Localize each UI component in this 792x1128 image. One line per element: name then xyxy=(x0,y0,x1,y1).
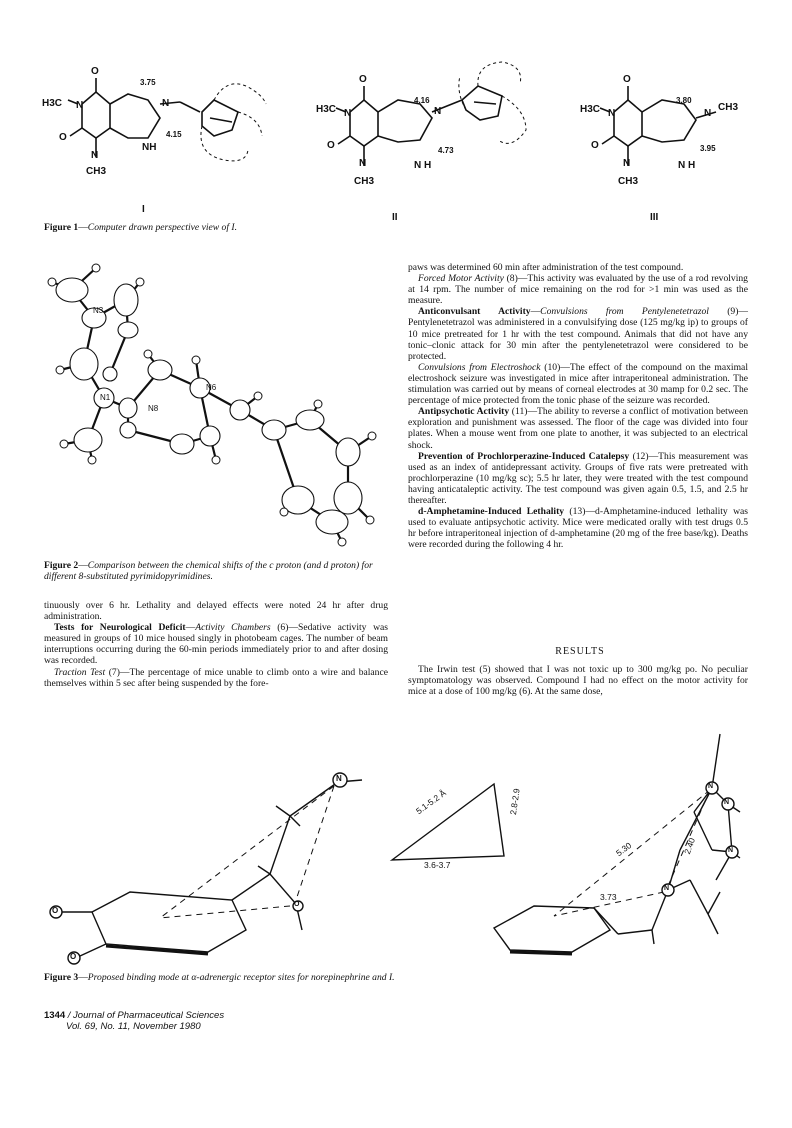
structure-iii-label: III xyxy=(650,212,659,223)
figure-3-caption-prefix: Figure 3 xyxy=(44,972,79,983)
left-continuation-paragraph: tinuously over 6 hr. Lethality and delayed effects were noted 24 hr after drug administration. xyxy=(44,600,388,623)
figure-1-caption: Figure 1—Computer drawn perspective view of I. xyxy=(44,222,238,233)
antipsychotic-ref: (11) xyxy=(509,406,528,418)
structure-iii-methyl-bottom: CH3 xyxy=(618,176,639,187)
structure-ii-o2: O xyxy=(327,140,335,151)
structure-i-n6: N xyxy=(162,98,170,109)
ortep-label-n1: N1 xyxy=(100,393,111,402)
anticonvulsant-heading: Anticonvulsant Activity xyxy=(418,306,531,318)
electroshock-ref: (10) xyxy=(540,361,561,373)
figure-2-caption-prefix: Figure 2 xyxy=(44,560,79,571)
amphetamine-text: —d-Amphetamine-induced lethality was used to evaluate antipsychotic activity. Mice were medicated orally with test drugs 0.5 hr before intraperitoneal injection of d-amphetamine (20 mg of the free base/kg). Deaths were recorded during the following 4 hr. xyxy=(408,506,748,551)
n-atom-d: N xyxy=(664,885,670,892)
structure-iii-n3: N xyxy=(608,108,616,119)
neurological-deficit-heading: Tests for Neurological Deficit xyxy=(54,622,186,634)
catalepsy-text: —This measurement was used as an index of antidepressant activity. Groups of five rats were pretreated with prochlorperazine (10 mg/kg sc); 5.5 hr later, they were treated with the test compound having anticataleptic activity. The test compound was given again 0.5, 1.5, and 2.5 hr thereafter. xyxy=(408,450,749,506)
structure-ii-carbonyl-o: O xyxy=(359,74,367,85)
structure-iii-nh: N H xyxy=(678,160,696,171)
catalepsy-heading: Prevention of Prochlorperazine-Induced Catalepsy xyxy=(418,450,630,462)
structure-i-shift-d: 4.15 xyxy=(166,130,182,139)
figure-3-caption-text: Proposed binding mode at α-adrenergic receptor sites for norepinephrine and I. xyxy=(87,972,395,983)
electroshock-text: —The effect of the compound on the maximal electroshock seizure was investigated in mice after intraperitoneal administration. The stimulation was carried out by means of corneal electrodes at 30 mamp for 0.2 sec. The percentage of mice protected from the tonic phase of the seizure was recorded. xyxy=(408,361,748,407)
traction-test-text: —The percentage of mice unable to climb onto a wire and balance themselves within 5 sec after being suspended by the fore- xyxy=(44,666,388,689)
structure-ii-shift-d: 4.73 xyxy=(438,146,454,155)
activity-chambers-subheading: Activity Chambers xyxy=(195,622,271,634)
structure-iii-n6: N xyxy=(704,108,712,119)
forced-motor-ref: (8) xyxy=(503,273,518,285)
n-atom-b: N xyxy=(724,799,730,806)
structure-i-label: I xyxy=(142,204,145,215)
pentylenetetrazol-ref: (9) xyxy=(708,306,739,318)
structure-i-methyl-bottom: CH3 xyxy=(86,166,107,177)
catechol-oxygen-1: O xyxy=(52,906,59,915)
structure-i-nh: NH xyxy=(142,142,157,153)
traction-test-ref: (7) xyxy=(105,666,120,678)
antipsychotic-text: —The ability to reverse a conflict of motivation between exploration and punishment was assessed. The floor of the cage was divided into four plates. When a mouse went from one plate to another, it was subjected to an electrical shock. xyxy=(408,406,748,451)
distance-n-to-ring: 5.30 xyxy=(614,840,634,859)
neurological-deficit-paragraph: Tests for Neurological Deficit—Activity Chambers (6)—Sedative activity was measured in groups of 10 mice housed singly in photobeam cages. The number of beam interruptions occurring during the 60-min periods immediately prior to and after dosing was recorded. xyxy=(44,622,388,667)
anticonvulsant-paragraph: Anticonvulsant Activity—Convulsions from Pentylenetetrazol (9)—Pentylenetetrazol was administered in a convulsifying dose (125 mg/kg ip) to groups of 10 mice pretreated for 1 hr with the test compound. Animals that did not have any tonic–clonic attack for 30 min after the pentylenetetrazol were considered to be protected. xyxy=(408,306,748,362)
forced-motor-text: —This activity was evaluated by the use of a rod revolving at 14 rpm. The number of mice remaining on the rod for >1 min was used as the measure. xyxy=(408,273,748,307)
triangle-side-2: 2.8-2.9 xyxy=(508,787,522,816)
pentylenetetrazol-subheading: Convulsions from Pentylenetetrazol xyxy=(540,306,709,318)
distance-n8-to-ring: 3.73 xyxy=(600,892,617,902)
footer-line-1 xyxy=(44,1010,224,1021)
n-atom-a: N xyxy=(708,783,714,790)
right-continuation-paragraph: paws was determined 60 min after administration of the test compound. xyxy=(408,262,684,273)
structure-iii-methyl-left: H3C xyxy=(580,104,601,115)
pentylenetetrazol-text: —Pentylenetetrazol was administered in a convulsifying dose (125 mg/kg ip) to groups of 10 mice pretreated for 1 hr with the test compound. Animals that did not have any tonic–clonic attack for 30 min after the pentylenetetrazol were considered to be protected. xyxy=(408,306,748,362)
structure-ii-n3: N xyxy=(344,108,352,119)
antipsychotic-heading: Antipsychotic Activity xyxy=(418,406,510,418)
catechol-oxygen-2: O xyxy=(70,952,77,961)
footer-line-2 xyxy=(44,1021,224,1032)
n-atom-c: N xyxy=(728,847,734,854)
structure-iii-carbonyl-o: O xyxy=(623,74,631,85)
activity-chambers-text: —Sedative activity was measured in groups of 10 mice housed singly in photobeam cages. The number of beam interruptions occurring during the 60-min periods immediately prior to and after dosing was recorded. xyxy=(44,622,388,667)
results-heading: RESULTS xyxy=(555,646,605,657)
amphetamine-heading: d-Amphetamine-Induced Lethality xyxy=(418,506,565,518)
structure-ii-methyl-left: H3C xyxy=(316,104,337,115)
page-number: 1344 xyxy=(44,1010,66,1021)
electroshock-subheading: Convulsions from Electroshock xyxy=(418,361,541,373)
amine-nitrogen: N xyxy=(336,774,342,783)
structure-iii-o2: O xyxy=(591,140,599,151)
traction-test-subheading: Traction Test xyxy=(54,666,106,678)
structure-ii-n6: N xyxy=(434,106,442,117)
ortep-label-n6: N6 xyxy=(206,383,217,392)
structure-i-n1: N xyxy=(91,150,99,161)
structure-i-n3: N xyxy=(76,100,84,111)
triangle-side-1: 5.1-5.2 Å xyxy=(414,787,448,817)
forced-motor-subheading: Forced Motor Activity xyxy=(418,273,504,285)
structure-i-shift-c: 3.75 xyxy=(140,78,156,87)
journal-name: / Journal of Pharmaceutical Sciences xyxy=(65,1010,225,1021)
results-paragraph: The Irwin test (5) showed that I was not toxic up to 300 mg/kg po. No peculiar symptomatology was observed. Compound I had no effect on the motor activity for mice at a dose of 100 mg/kg (6). At the same dose, xyxy=(408,664,748,698)
structure-ii-nh: N H xyxy=(414,160,432,171)
page-footer xyxy=(44,1010,224,1032)
structure-i-methyl-left: H3C xyxy=(42,98,63,109)
triangle-side-3: 3.6-3.7 xyxy=(424,860,451,870)
figure-3-caption: Figure 3—Proposed binding mode at α-adrenergic receptor sites for norepinephrine and I. xyxy=(44,972,395,983)
structure-iii-methyl-right: CH3 xyxy=(718,102,739,113)
ortep-label-n8: N8 xyxy=(148,404,159,413)
structure-iii-n1: N xyxy=(623,158,631,169)
amphetamine-ref: (13) xyxy=(564,506,586,518)
figure-2-caption-text: Comparison between the chemical shifts of the c proton (and d proton) for different 8-substituted pyrimidopyrimidines. xyxy=(44,560,373,582)
structure-ii-shift-c: 4.16 xyxy=(414,96,430,105)
structure-iii-shift-d: 3.95 xyxy=(700,144,716,153)
structure-i-o2: O xyxy=(59,132,67,143)
figure-2-caption: Figure 2—Comparison between the chemical shifts of the c proton (and d proton) for different 8-substituted pyrimidopyrimidines. xyxy=(44,560,373,582)
distance-n-to-n: 2.40 xyxy=(682,836,698,856)
journal-volume: Vol. 69, No. 11, November 1980 xyxy=(66,1021,201,1032)
ortep-label-n3: N3 xyxy=(93,306,104,315)
catalepsy-ref: (12) xyxy=(629,450,649,462)
structure-ii-label: II xyxy=(392,212,398,223)
hydroxyl-oxygen: O xyxy=(294,901,300,908)
structure-ii-n1: N xyxy=(359,158,367,169)
figure-1-caption-text: Computer drawn perspective view of I. xyxy=(87,222,238,233)
structure-ii-methyl-bottom: CH3 xyxy=(354,176,375,187)
activity-chambers-ref: (6) xyxy=(270,622,289,634)
structure-i-carbonyl-o: O xyxy=(91,66,99,77)
structure-iii-shift-c: 3.80 xyxy=(676,96,692,105)
figure-1-caption-prefix: Figure 1 xyxy=(44,222,79,233)
